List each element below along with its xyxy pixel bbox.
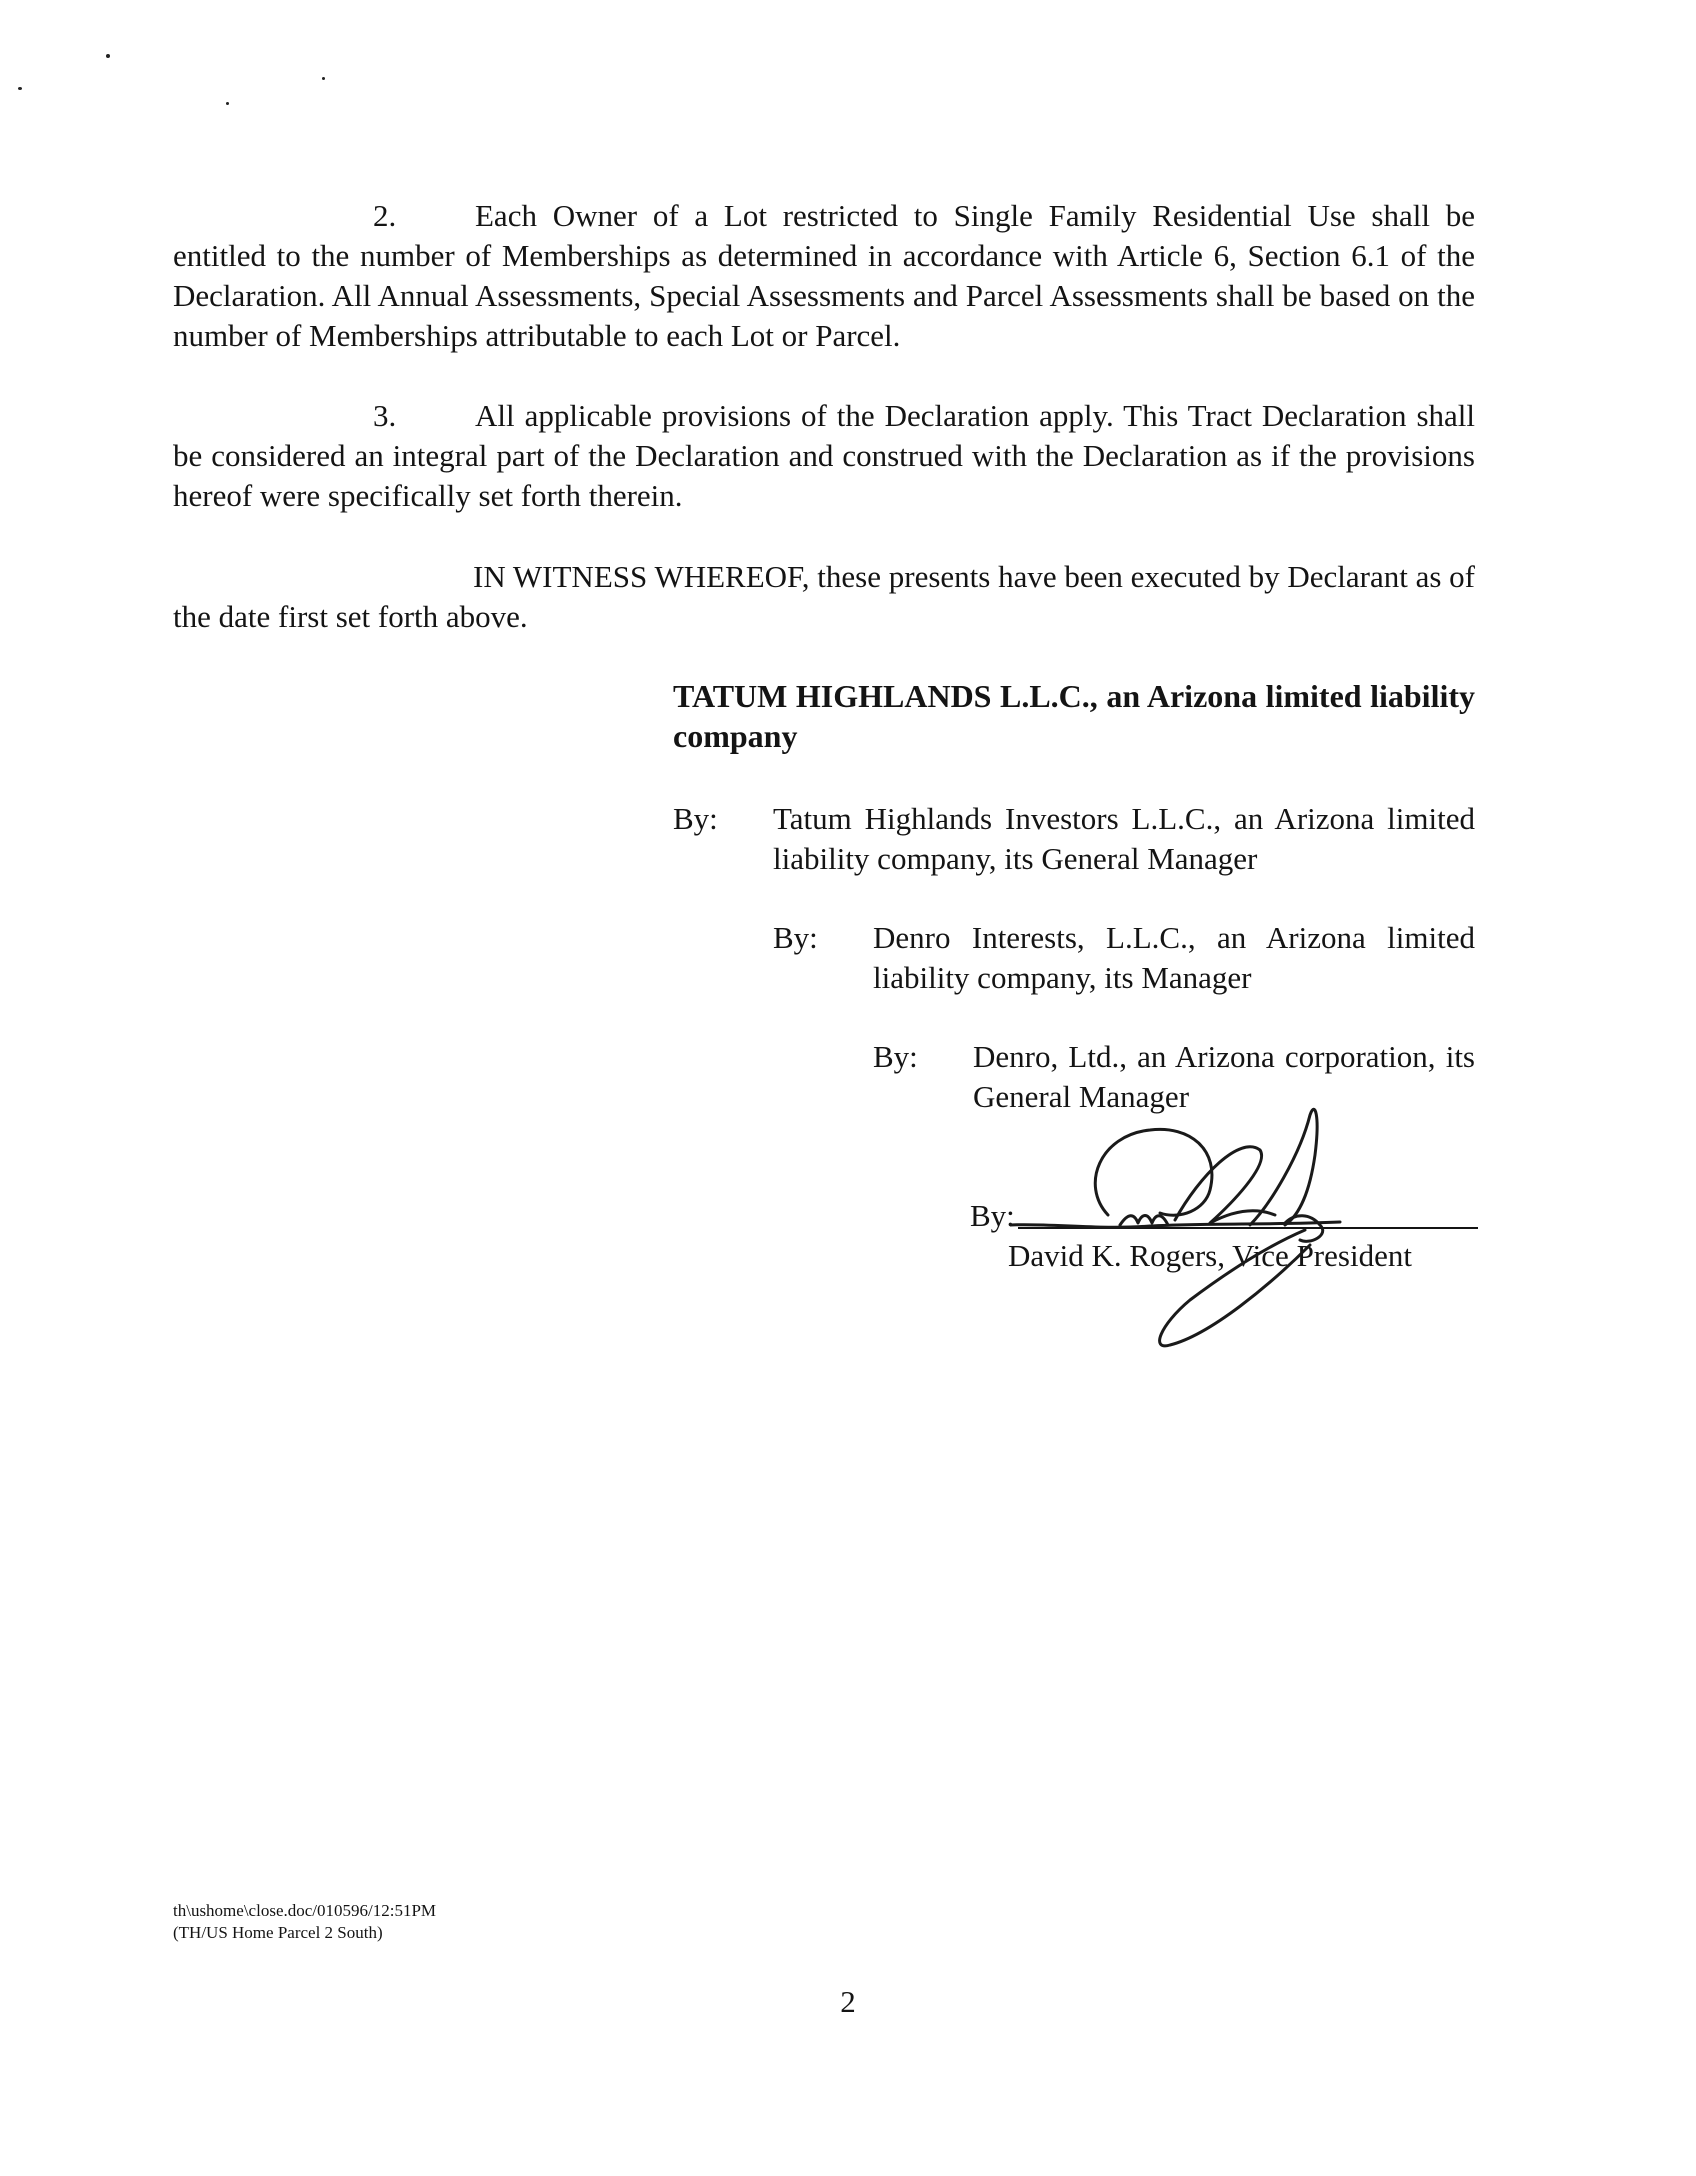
by-label: By:	[873, 1039, 918, 1074]
signature-level-2-text: Denro Interests, L.L.C., an Arizona limited liability company, its Manager	[873, 920, 1475, 995]
paragraph-3-text: All applicable provisions of the Declaration apply. This Tract Declaration shall be considered an integral part of the Declaration and construed with the Declaration as if the provisions hereof were specifically set forth therein.	[173, 398, 1475, 513]
scan-speck	[18, 87, 22, 90]
witness-paragraph	[173, 557, 1475, 637]
signatory-company: TATUM HIGHLANDS L.L.C., an Arizona limited liability company	[673, 678, 1475, 754]
footer-reference	[173, 1900, 436, 1944]
signature-level-1-text: Tatum Highlands Investors L.L.C., an Arizona limited liability company, its General Manager	[773, 801, 1475, 876]
paragraph-2-number: 2.	[373, 198, 397, 233]
paragraph-2	[173, 196, 1475, 356]
scan-speck	[226, 102, 229, 105]
by-label: By:	[673, 801, 718, 836]
paragraph-2-text: Each Owner of a Lot restricted to Single Family Residential Use shall be entitled to the number of Memberships as determined in accordance with Article 6, Section 6.1 of the Declaration. All Annual Assessments, Special Assessments and Parcel Assessments shall be based on the number of Memberships attributable to each Lot or Parcel.	[173, 198, 1475, 353]
handwritten-signature	[1010, 1095, 1430, 1355]
signature-level-3-text: Denro, Ltd., an Arizona corporation, its General Manager	[973, 1039, 1475, 1114]
signature-level-1	[673, 799, 1475, 879]
file-reference: th\ushome\close.doc/010596/12:51PM	[173, 1901, 437, 1920]
witness-text: IN WITNESS WHEREOF, these presents have been executed by Declarant as of the date first set forth above.	[173, 559, 1475, 634]
page-number: 2	[840, 1984, 856, 2019]
final-by-label: By:	[970, 1198, 1015, 1233]
signature-level-2	[773, 918, 1475, 998]
paragraph-3	[173, 396, 1475, 516]
by-label: By:	[773, 920, 818, 955]
scan-speck	[322, 77, 325, 80]
paragraph-3-number: 3.	[373, 398, 397, 433]
project-reference: (TH/US Home Parcel 2 South)	[173, 1923, 383, 1942]
signer-name: David K. Rogers, Vice President	[1008, 1238, 1412, 1273]
scan-speck	[106, 54, 110, 58]
